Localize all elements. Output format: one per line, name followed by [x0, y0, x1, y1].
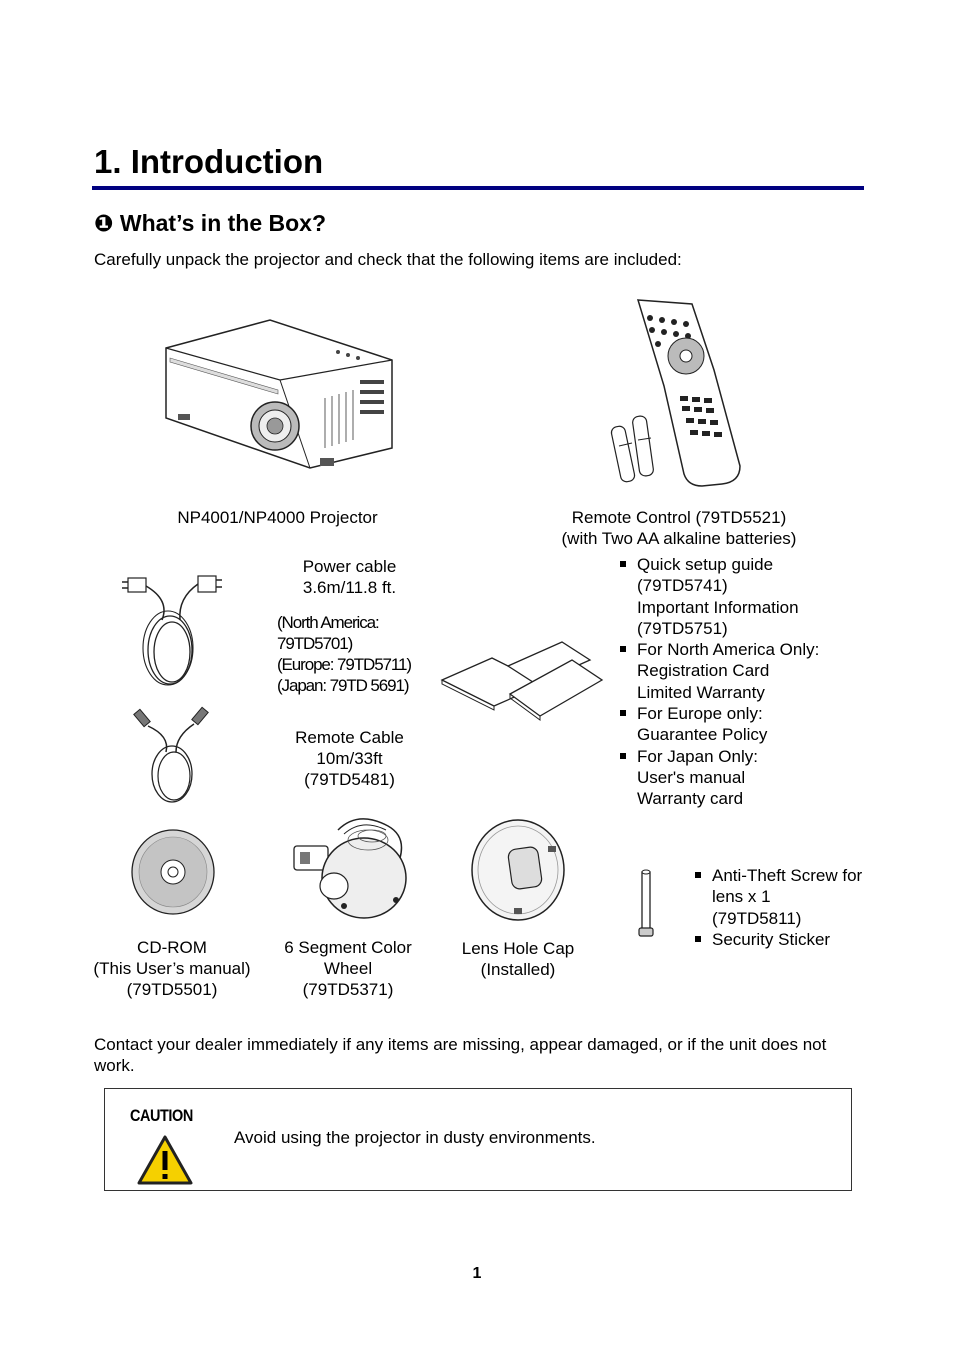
remote-control-illustration: [610, 296, 750, 491]
power-cable-code: 79TD5701): [277, 634, 353, 653]
power-cable-line1: Power cable: [302, 557, 397, 576]
power-cable-code: (Europe: 79TD5711): [277, 655, 411, 674]
caution-label: CAUTION: [130, 1106, 193, 1125]
page-heading: 1. Introduction: [94, 143, 324, 180]
cd-rom-caption: [86, 937, 258, 1000]
color-wheel-illustration: [288, 810, 413, 922]
power-cable-codes: [277, 612, 427, 696]
contact-text: Contact your dealer immediately if any items are missing, appear damaged, or if the unit does not work.: [94, 1035, 827, 1075]
color-wheel-line1: 6 Segment Color: [284, 938, 412, 957]
remote-cable-line3: (79TD5481): [304, 770, 395, 789]
remote-cable-line2: 10m/33ft: [316, 749, 383, 768]
documents-list-item: For Europe only: Guarantee Policy: [617, 703, 847, 746]
section-heading: [94, 210, 326, 237]
cd-rom-line3: (79TD5501): [126, 980, 218, 999]
power-cable-illustration: [120, 570, 225, 690]
cd-rom-line1: CD-ROM: [137, 938, 207, 957]
cd-rom-illustration: [130, 826, 216, 916]
lens-cap-line1: Lens Hole Cap: [461, 939, 575, 958]
screw-list-item: Anti-Theft Screw for lens x 1 (79TD5811): [692, 865, 882, 929]
remote-cable-illustration: [130, 706, 215, 806]
remote-cable-line1: Remote Cable: [295, 728, 404, 747]
documents-list-item: Quick setup guide (79TD5741) Important Information (79TD5751): [617, 554, 847, 639]
projector-illustration: [160, 318, 400, 478]
documents-list-item: For North America Only: Registration Card Limited Warranty: [617, 639, 847, 703]
color-wheel-line3: (79TD5371): [302, 980, 394, 999]
lens-cap-line2: (Installed): [480, 960, 556, 979]
section-title: What’s in the Box?: [119, 210, 327, 236]
remote-caption-line2: (with Two AA alkaline batteries): [561, 529, 797, 548]
color-wheel-line2: Wheel: [323, 959, 373, 978]
lens-cap-illustration: [466, 814, 571, 924]
page-number: 1: [472, 1265, 482, 1282]
documents-illustration: [440, 640, 605, 720]
warning-triangle-icon: [136, 1134, 194, 1186]
section-bullet-icon: ❶: [94, 210, 114, 236]
projector-caption: NP4001/NP4000 Projector: [177, 508, 378, 527]
lens-cap-caption: [448, 938, 588, 980]
cd-rom-line2: (This User’s manual): [93, 959, 251, 978]
intro-text: Carefully unpack the projector and check that the following items are included:: [94, 250, 682, 269]
remote-cable-caption: [282, 727, 417, 790]
screw-list: [692, 865, 882, 950]
screw-illustration: [636, 868, 656, 942]
heading-rule: [92, 186, 864, 190]
power-cable-caption: [282, 556, 417, 598]
remote-caption: [540, 507, 818, 549]
caution-text: Avoid using the projector in dusty environments.: [234, 1128, 596, 1147]
power-cable-line2: 3.6m/11.8 ft.: [302, 578, 397, 597]
power-cable-code: (Japan: 79TD 5691): [277, 676, 409, 695]
power-cable-code: (North America:: [277, 613, 379, 632]
documents-list: [617, 554, 847, 810]
screw-list-item: Security Sticker: [692, 929, 882, 950]
remote-caption-line1: Remote Control (79TD5521): [571, 508, 787, 527]
documents-list-item: For Japan Only: User's manual Warranty card: [617, 746, 847, 810]
color-wheel-caption: [272, 937, 424, 1000]
